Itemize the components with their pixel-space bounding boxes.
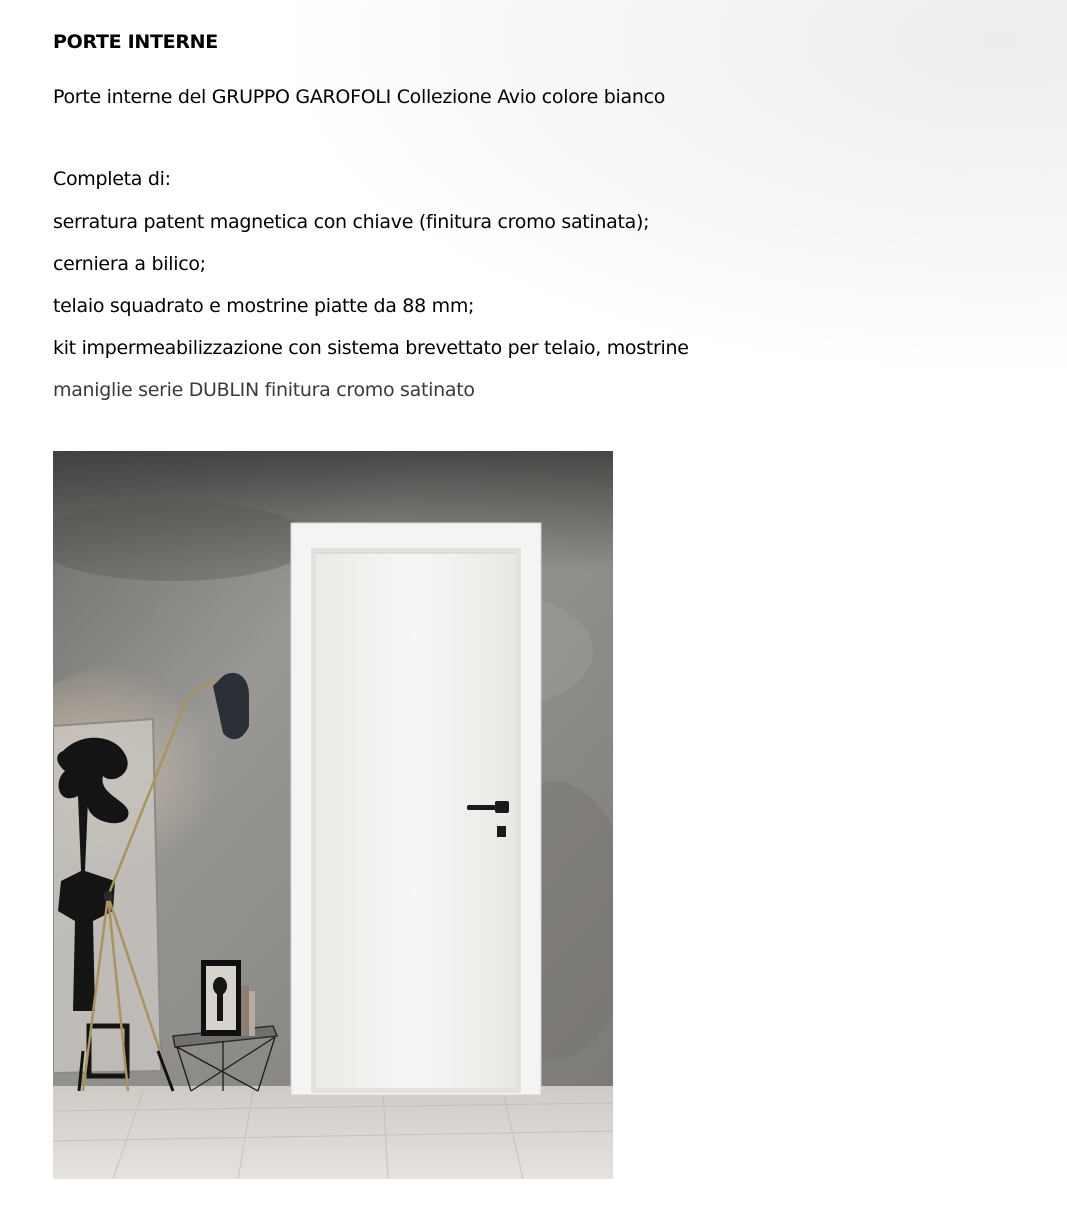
feature-item: serratura patent magnetica con chiave (finitura cromo satinata); bbox=[53, 211, 650, 233]
door bbox=[291, 523, 541, 1095]
feature-item: telaio squadrato e mostrine piatte da 88 mm; bbox=[53, 295, 475, 317]
page-title: PORTE INTERNE bbox=[53, 31, 218, 53]
features-title: Completa di: bbox=[53, 168, 171, 190]
feature-item: cerniera a bilico; bbox=[53, 253, 206, 275]
feature-item: maniglie serie DUBLIN finitura cromo satinato bbox=[53, 379, 475, 401]
product-subtitle: Porte interne del GRUPPO GAROFOLI Collezione Avio colore bianco bbox=[53, 86, 666, 108]
feature-item: kit impermeabilizzazione con sistema brevettato per telaio, mostrine bbox=[53, 337, 689, 359]
door-photo bbox=[53, 451, 613, 1179]
features-list bbox=[53, 210, 689, 420]
keyhole-icon bbox=[497, 826, 506, 837]
